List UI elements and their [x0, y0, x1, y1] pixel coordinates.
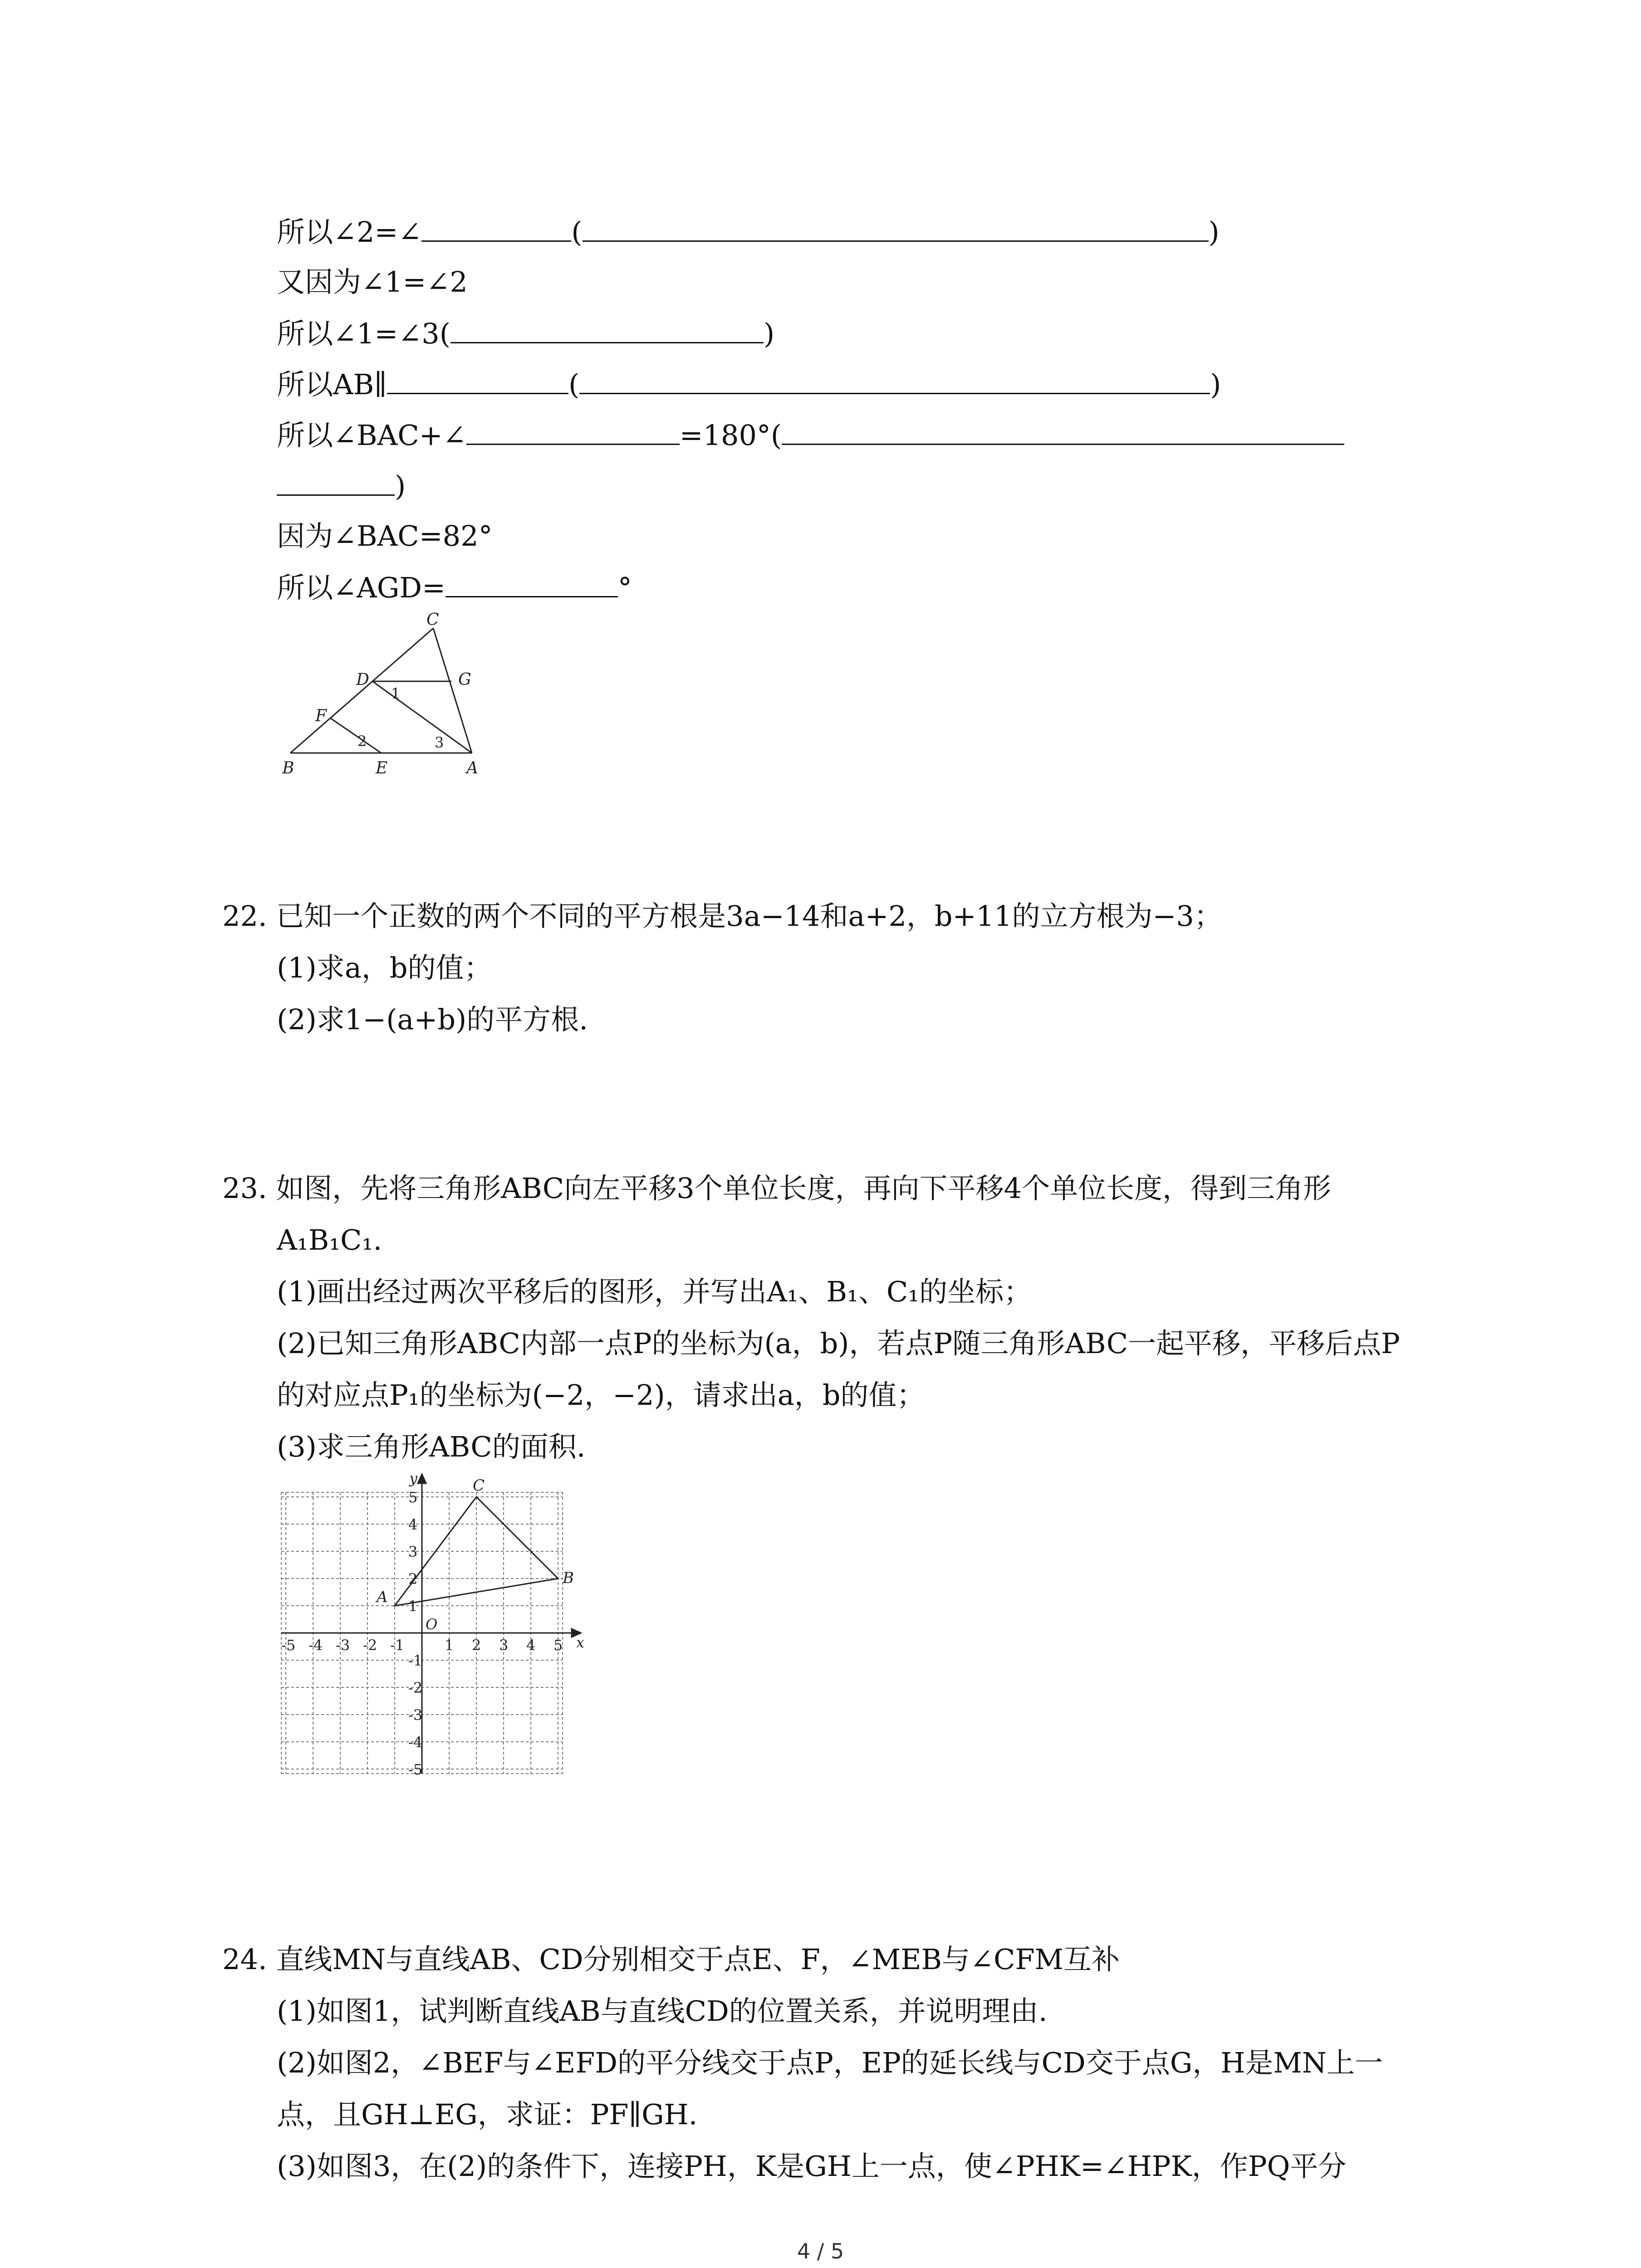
origin-label: O — [426, 1616, 438, 1633]
q21-line-1: 所以∠2=∠ ( ) — [277, 213, 1220, 250]
reason-blank[interactable] — [277, 467, 395, 496]
q24-part-3: (3)如图3，在(2)的条件下，连接PH，K是GH上一点，使∠PHK=∠HPK，作PQ平分 — [277, 2150, 1347, 2183]
label-angle-1: 1 — [391, 685, 401, 702]
y-axis-label: y — [409, 1470, 418, 1487]
reason-blank[interactable] — [451, 315, 764, 343]
q22-part-2: (2)求1−(a+b)的平方根. — [277, 1003, 588, 1036]
point-label-b: B — [563, 1569, 574, 1587]
q23-part-2-cont: 的对应点P₁的坐标为(−2，−2)，请求出a，b的值； — [277, 1378, 925, 1412]
x-tick-label: -5 — [281, 1637, 296, 1654]
y-tick-label: -2 — [408, 1679, 423, 1696]
answer-blank[interactable] — [466, 416, 680, 445]
q22-part-1: (1)求a，b的值； — [277, 951, 492, 984]
x-tick-label: -2 — [363, 1637, 377, 1654]
y-axis-arrow — [418, 1474, 426, 1483]
label-f: F — [315, 707, 327, 725]
q22-stem: 22. 已知一个正数的两个不同的平方根是3a−14和a+2，b+11的立方根为−3； — [222, 899, 1222, 933]
y-tick-label: 2 — [408, 1570, 418, 1588]
point-label-c: C — [473, 1476, 485, 1495]
q21-line-4: 所以AB∥ ( ) — [277, 366, 1221, 403]
x-tick-label: -3 — [336, 1637, 350, 1654]
q23-part-2: (2)已知三角形ABC内部一点P的坐标为(a，b)，若点P随三角形ABC一起平移，平移后点P — [277, 1327, 1400, 1360]
label-angle-2: 2 — [358, 733, 367, 750]
answer-blank[interactable] — [421, 213, 571, 242]
point-label-a: A — [377, 1588, 388, 1606]
q24-part-2: (2)如图2，∠BEF与∠EFD的平分线交于点P，EP的延长线与CD交于点G，H是MN上一 — [277, 2046, 1383, 2079]
q24-part-2-cont: 点，且GH⊥EG，求证：PF∥GH. — [277, 2098, 698, 2131]
q24-stem: 24. 直线MN与直线AB、CD分别相交于点E、F，∠MEB与∠CFM互补 — [222, 1943, 1120, 1976]
q21-line-8: 所以∠AGD= ° — [277, 569, 632, 606]
reason-blank[interactable] — [782, 416, 1344, 445]
x-tick-label: -1 — [390, 1637, 405, 1654]
y-tick-label: 4 — [408, 1516, 418, 1533]
q21-line-6: ) — [277, 467, 406, 504]
x-axis-label: x — [576, 1634, 585, 1651]
answer-blank[interactable] — [387, 366, 568, 394]
x-tick-label: 3 — [499, 1637, 509, 1654]
q23-part-3: (3)求三角形ABC的面积. — [277, 1430, 586, 1463]
y-tick-label: -5 — [408, 1761, 423, 1778]
reason-blank[interactable] — [579, 366, 1210, 394]
y-tick-label: 1 — [408, 1598, 418, 1615]
label-g: G — [458, 670, 471, 689]
y-tick-label: -3 — [408, 1706, 423, 1724]
label-a: A — [466, 759, 478, 777]
label-c: C — [426, 611, 439, 629]
label-e: E — [376, 759, 388, 777]
q21-line-7: 因为∠BAC=82° — [277, 519, 493, 552]
q21-line-3: 所以∠1=∠3( ) — [277, 315, 774, 352]
label-d: D — [356, 670, 369, 689]
q23-part-1: (1)画出经过两次平移后的图形，并写出A₁、B₁、C₁的坐标； — [277, 1275, 1032, 1308]
x-tick-label: 1 — [445, 1637, 454, 1654]
page-number: 4 / 5 — [797, 2239, 844, 2263]
x-tick-label: -4 — [309, 1637, 323, 1654]
q23-stem: 23. 如图，先将三角形ABC向左平移3个单位长度，再向下平移4个单位长度，得到三角形 — [222, 1172, 1332, 1205]
q23-coordinate-grid — [272, 1470, 599, 1796]
segment-fe — [330, 718, 381, 753]
q23-stem-cont: A₁B₁C₁. — [277, 1223, 382, 1256]
y-tick-label: 5 — [408, 1489, 418, 1506]
q21-line-2: 又因为∠1=∠2 — [277, 265, 468, 298]
label-b: B — [282, 759, 294, 777]
y-tick-label: 3 — [408, 1543, 418, 1560]
x-tick-label: 5 — [554, 1637, 563, 1654]
y-tick-label: -1 — [408, 1652, 423, 1669]
q21-line-5: 所以∠BAC+∠ =180°( — [277, 416, 1344, 454]
segment-da — [372, 681, 472, 753]
y-tick-label: -4 — [408, 1734, 423, 1751]
q21-triangle-figure — [272, 608, 508, 780]
reason-blank[interactable] — [583, 213, 1209, 242]
answer-blank[interactable] — [446, 569, 618, 597]
x-tick-label: 2 — [472, 1637, 481, 1654]
label-angle-3: 3 — [435, 734, 444, 751]
x-tick-label: 4 — [526, 1637, 536, 1654]
q24-part-1: (1)如图1，试判断直线AB与直线CD的位置关系，并说明理由. — [277, 1994, 1048, 2028]
